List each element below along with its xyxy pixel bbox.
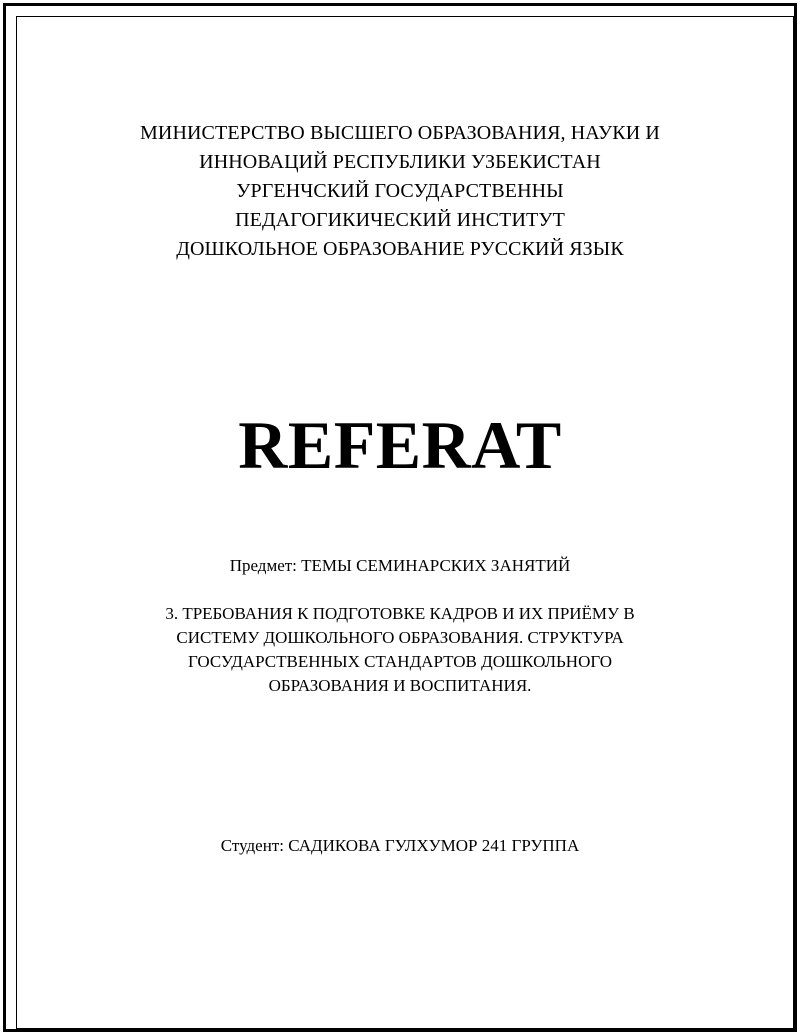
subject-section — [0, 554, 800, 578]
header-line-republic: ИННОВАЦИЙ РЕСПУБЛИКИ УЗБЕКИСТАН — [199, 151, 601, 173]
topic-line-2: СИСТЕМУ ДОШКОЛЬНОГО ОБРАЗОВАНИЯ. СТРУКТУРА — [176, 628, 624, 647]
document-title: REFERAT — [238, 407, 562, 483]
institution-header — [0, 119, 800, 264]
topic-line-4: ОБРАЗОВАНИЯ И ВОСПИТАНИЯ. — [268, 676, 532, 695]
header-line-ministry: МИНИСТЕРСТВО ВЫСШЕГО ОБРАЗОВАНИЯ, НАУКИ И — [140, 122, 660, 144]
header-line-university: УРГЕНЧСКИЙ ГОСУДАРСТВЕННЫ — [236, 180, 564, 202]
title-section — [0, 405, 800, 485]
topic-section — [0, 602, 800, 698]
student-section — [0, 834, 800, 858]
header-line-institute: ПЕДАГОГИКИЧЕСКИЙ ИНСТИТУТ — [235, 209, 565, 231]
topic-line-1: 3. ТРЕБОВАНИЯ К ПОДГОТОВКЕ КАДРОВ И ИХ ПРИЁМУ В — [165, 604, 635, 623]
header-line-department: ДОШКОЛЬНОЕ ОБРАЗОВАНИЕ РУССКИЙ ЯЗЫК — [176, 238, 624, 260]
subject-line: Предмет: ТЕМЫ СЕМИНАРСКИХ ЗАНЯТИЙ — [229, 556, 571, 575]
topic-line-3: ГОСУДАРСТВЕННЫХ СТАНДАРТОВ ДОШКОЛЬНОГО — [187, 652, 613, 671]
student-name: Студент: САДИКОВА ГУЛХУМОР 241 ГРУППА — [220, 836, 580, 855]
